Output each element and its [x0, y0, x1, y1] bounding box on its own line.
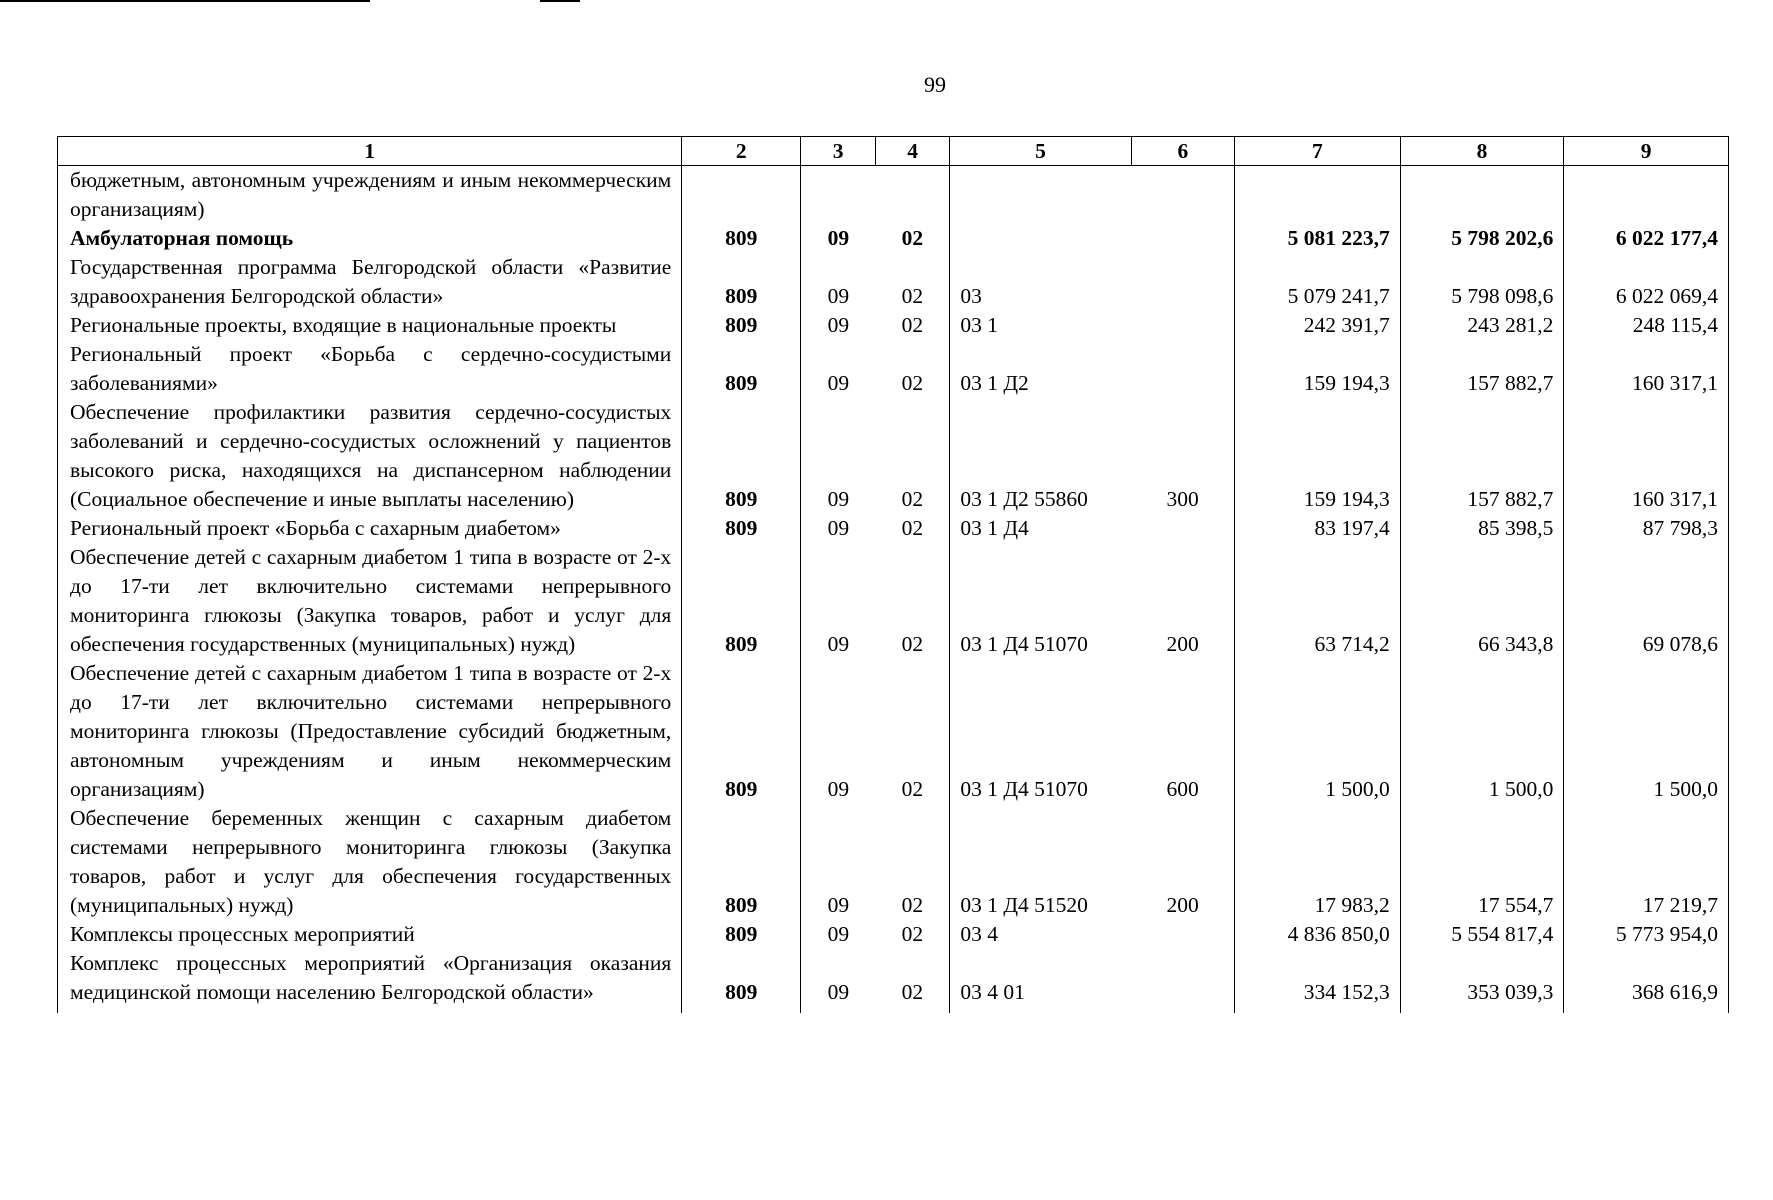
- row-name-text: Региональный проект «Борьба с сердечно-сосудистыми заболеваниями»: [70, 342, 672, 395]
- amount-1-cell: 5 081 223,7: [1235, 224, 1401, 253]
- row-name-cell: [58, 514, 682, 543]
- amount-1-cell: 334 152,3: [1235, 949, 1401, 1013]
- section-code-cell: 09: [801, 949, 876, 1013]
- section-code-cell: 09: [801, 804, 876, 920]
- subsection-code-cell: 02: [875, 311, 950, 340]
- row-name-text: бюджетным, автономным учреждениям и иным некоммерческим организациям): [70, 168, 672, 221]
- header-col-expense-type: 6: [1131, 137, 1235, 166]
- row-name-text: Государственная программа Белгородской области «Развитие здравоохранения Белгородской области»: [70, 255, 672, 308]
- table-row: [58, 224, 1729, 253]
- admin-code-cell: 809: [682, 949, 801, 1013]
- subsection-code-cell: 02: [875, 659, 950, 804]
- amount-3-cell: 160 317,1: [1564, 340, 1729, 398]
- subsection-code-cell: 02: [875, 543, 950, 659]
- expense-type-code-cell: [1131, 514, 1235, 543]
- header-col-target-article: 5: [950, 137, 1131, 166]
- amount-2-cell: 243 281,2: [1400, 311, 1564, 340]
- amount-1-cell: 4 836 850,0: [1235, 920, 1401, 949]
- amount-1-cell: 63 714,2: [1235, 543, 1401, 659]
- amount-3-cell: [1564, 166, 1729, 225]
- amount-2-cell: 353 039,3: [1400, 949, 1564, 1013]
- header-col-amount-1: 7: [1235, 137, 1401, 166]
- expense-type-code-cell: 300: [1131, 398, 1235, 514]
- table-row: [58, 514, 1729, 543]
- admin-code-cell: 809: [682, 514, 801, 543]
- section-code-cell: 09: [801, 253, 876, 311]
- amount-3-cell: 17 219,7: [1564, 804, 1729, 920]
- amount-1-cell: 17 983,2: [1235, 804, 1401, 920]
- expense-type-code-cell: [1131, 224, 1235, 253]
- admin-code-cell: 809: [682, 224, 801, 253]
- amount-3-cell: 87 798,3: [1564, 514, 1729, 543]
- row-name-cell: [58, 340, 682, 398]
- row-name-cell: [58, 949, 682, 1013]
- admin-code-cell: [682, 166, 801, 225]
- row-name-text: Обеспечение детей с сахарным диабетом 1 типа в возрасте от 2-х до 17-ти лет включительно системами непрерывного мониторинга глюкозы (Закупка товаров, работ и услуг для обеспечения государственных (муниципальных) нужд): [70, 545, 672, 656]
- header-col-subsection: 4: [875, 137, 950, 166]
- amount-2-cell: 5 554 817,4: [1400, 920, 1564, 949]
- subsection-code-cell: [875, 166, 950, 225]
- target-article-code-cell: 03 1 Д4 51070: [950, 659, 1131, 804]
- table-row: [58, 398, 1729, 514]
- admin-code-cell: 809: [682, 920, 801, 949]
- table-row: [58, 340, 1729, 398]
- target-article-code-cell: 03 4 01: [950, 949, 1131, 1013]
- header-col-name: 1: [58, 137, 682, 166]
- amount-3-cell: 69 078,6: [1564, 543, 1729, 659]
- amount-1-cell: 5 079 241,7: [1235, 253, 1401, 311]
- row-name-cell: [58, 253, 682, 311]
- expense-type-code-cell: [1131, 166, 1235, 225]
- section-code-cell: 09: [801, 340, 876, 398]
- expense-type-code-cell: [1131, 949, 1235, 1013]
- amount-3-cell: 6 022 177,4: [1564, 224, 1729, 253]
- amount-2-cell: 66 343,8: [1400, 543, 1564, 659]
- row-name-cell: [58, 166, 682, 225]
- amount-1-cell: [1235, 166, 1401, 225]
- admin-code-cell: 809: [682, 543, 801, 659]
- admin-code-cell: 809: [682, 804, 801, 920]
- admin-code-cell: 809: [682, 311, 801, 340]
- amount-2-cell: 1 500,0: [1400, 659, 1564, 804]
- table-row: [58, 804, 1729, 920]
- row-name-text: Комплексы процессных мероприятий: [70, 922, 415, 946]
- admin-code-cell: 809: [682, 659, 801, 804]
- subsection-code-cell: 02: [875, 514, 950, 543]
- target-article-code-cell: 03: [950, 253, 1131, 311]
- table-row: [58, 253, 1729, 311]
- amount-2-cell: 5 798 098,6: [1400, 253, 1564, 311]
- page-number: 99: [924, 72, 946, 97]
- row-name-text: Амбулаторная помощь: [70, 226, 294, 250]
- row-name-cell: [58, 659, 682, 804]
- row-name-text: Региональные проекты, входящие в национальные проекты: [70, 313, 617, 337]
- amount-3-cell: 368 616,9: [1564, 949, 1729, 1013]
- target-article-code-cell: [950, 224, 1131, 253]
- row-name-cell: [58, 311, 682, 340]
- header-col-section: 3: [801, 137, 876, 166]
- expense-type-code-cell: 200: [1131, 804, 1235, 920]
- top-rule: [0, 0, 370, 2]
- admin-code-cell: 809: [682, 340, 801, 398]
- subsection-code-cell: 02: [875, 224, 950, 253]
- amount-2-cell: 17 554,7: [1400, 804, 1564, 920]
- row-name-cell: [58, 543, 682, 659]
- row-name-text: Региональный проект «Борьба с сахарным диабетом»: [70, 516, 561, 540]
- row-name-text: Обеспечение профилактики развития сердечно-сосудистых заболеваний и сердечно-сосудистых осложнений у пациентов высокого риска, находящихся на диспансерном наблюдении (Социальное обеспечение и иные выплаты населению): [70, 400, 672, 511]
- row-name-cell: [58, 224, 682, 253]
- header-col-admin: 2: [682, 137, 801, 166]
- subsection-code-cell: 02: [875, 253, 950, 311]
- expense-type-code-cell: [1131, 311, 1235, 340]
- subsection-code-cell: 02: [875, 340, 950, 398]
- header-row: [58, 137, 1729, 166]
- table-row: [58, 311, 1729, 340]
- section-code-cell: 09: [801, 311, 876, 340]
- admin-code-cell: 809: [682, 253, 801, 311]
- expense-type-code-cell: [1131, 253, 1235, 311]
- header-col-amount-2: 8: [1400, 137, 1564, 166]
- amount-2-cell: 157 882,7: [1400, 340, 1564, 398]
- amount-1-cell: 242 391,7: [1235, 311, 1401, 340]
- amount-3-cell: 6 022 069,4: [1564, 253, 1729, 311]
- target-article-code-cell: 03 1 Д2: [950, 340, 1131, 398]
- admin-code-cell: 809: [682, 398, 801, 514]
- row-name-text: Обеспечение детей с сахарным диабетом 1 типа в возрасте от 2-х до 17-ти лет включительно системами непрерывного мониторинга глюкозы (Предоставление субсидий бюджетным, автономным учреждениям и иным некоммерческим организациям): [70, 661, 672, 801]
- amount-3-cell: 160 317,1: [1564, 398, 1729, 514]
- section-code-cell: 09: [801, 543, 876, 659]
- target-article-code-cell: 03 1 Д2 55860: [950, 398, 1131, 514]
- amount-3-cell: 5 773 954,0: [1564, 920, 1729, 949]
- top-rule: [540, 0, 580, 2]
- section-code-cell: 09: [801, 659, 876, 804]
- amount-2-cell: 85 398,5: [1400, 514, 1564, 543]
- amount-1-cell: 159 194,3: [1235, 340, 1401, 398]
- target-article-code-cell: 03 1: [950, 311, 1131, 340]
- amount-1-cell: 159 194,3: [1235, 398, 1401, 514]
- expense-type-code-cell: 600: [1131, 659, 1235, 804]
- budget-table: [57, 136, 1729, 1013]
- target-article-code-cell: 03 1 Д4 51520: [950, 804, 1131, 920]
- expense-type-code-cell: [1131, 340, 1235, 398]
- amount-2-cell: 157 882,7: [1400, 398, 1564, 514]
- amount-1-cell: 1 500,0: [1235, 659, 1401, 804]
- row-name-cell: [58, 804, 682, 920]
- subsection-code-cell: 02: [875, 949, 950, 1013]
- row-name-cell: [58, 398, 682, 514]
- table-row: [58, 659, 1729, 804]
- section-code-cell: 09: [801, 920, 876, 949]
- table-row: [58, 949, 1729, 1013]
- amount-3-cell: 248 115,4: [1564, 311, 1729, 340]
- target-article-code-cell: 03 1 Д4: [950, 514, 1131, 543]
- expense-type-code-cell: [1131, 920, 1235, 949]
- table-row: [58, 543, 1729, 659]
- header-col-amount-3: 9: [1564, 137, 1729, 166]
- target-article-code-cell: 03 1 Д4 51070: [950, 543, 1131, 659]
- target-article-code-cell: [950, 166, 1131, 225]
- section-code-cell: 09: [801, 514, 876, 543]
- section-code-cell: [801, 166, 876, 225]
- target-article-code-cell: 03 4: [950, 920, 1131, 949]
- subsection-code-cell: 02: [875, 398, 950, 514]
- table-body: [58, 166, 1729, 1014]
- section-code-cell: 09: [801, 224, 876, 253]
- table-row: [58, 920, 1729, 949]
- section-code-cell: 09: [801, 398, 876, 514]
- expense-type-code-cell: 200: [1131, 543, 1235, 659]
- amount-2-cell: 5 798 202,6: [1400, 224, 1564, 253]
- row-name-cell: [58, 920, 682, 949]
- amount-2-cell: [1400, 166, 1564, 225]
- row-name-text: Комплекс процессных мероприятий «Организация оказания медицинской помощи населению Белгородской области»: [70, 951, 672, 1004]
- row-name-text: Обеспечение беременных женщин с сахарным диабетом системами непрерывного мониторинга глюкозы (Закупка товаров, работ и услуг для обеспечения государственных (муниципальных) нужд): [70, 806, 672, 917]
- amount-1-cell: 83 197,4: [1235, 514, 1401, 543]
- table-row: [58, 166, 1729, 225]
- subsection-code-cell: 02: [875, 920, 950, 949]
- amount-3-cell: 1 500,0: [1564, 659, 1729, 804]
- subsection-code-cell: 02: [875, 804, 950, 920]
